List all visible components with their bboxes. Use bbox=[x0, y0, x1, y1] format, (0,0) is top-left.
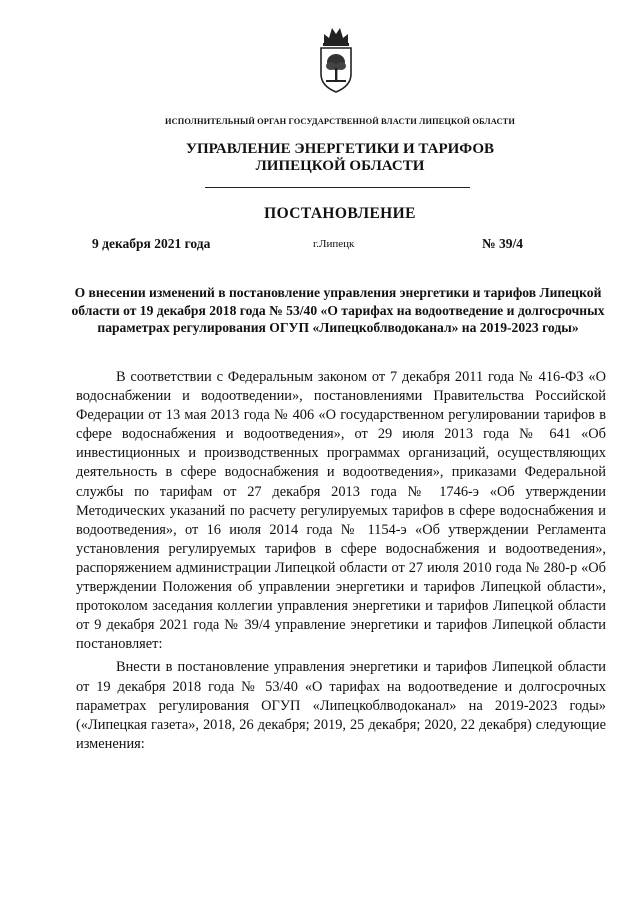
document-subject: О внесении изменений в постановление управления энергетики и тарифов Липецкой области от 19 декабря 2018 года № 53/40 «О тарифах на водоотведение и долгосрочных параметрах регулирования ОГУП «Липецкоблводоканал» на 2019-2023 годы» bbox=[71, 285, 605, 335]
department-name bbox=[60, 141, 620, 175]
lipetsk-coat-of-arms-icon bbox=[318, 24, 354, 94]
document-city: г.Липецк bbox=[313, 238, 355, 250]
department-name-line1: УПРАВЛЕНИЕ ЭНЕРГЕТИКИ И ТАРИФОВ bbox=[185, 141, 495, 157]
department-name-line2: ЛИПЕЦКОЙ ОБЛАСТИ bbox=[255, 158, 425, 174]
body-paragraph: В соответствии с Федеральным законом от 7 декабря 2011 года № 416-ФЗ «О водоснабжении и водоотведении», постановлениями Правительства Российской Федерации от 13 мая 2013 года № 406 «О государственном регулировании тарифов в сфере водоснабжения и водоотведения», от 29 июля 2013 года № 641 «Об инвестиционных и производственных программах организаций, осуществляющих деятельность в сфере водоснабжения и водоотведения», приказами Федеральной службы по тарифам от 27 декабря 2013 года № 1746-э «Об утверждении Методических указаний по расчету регулируемых тарифов в сфере водоснабжения и водоотведения», от 16 июля 2014 года № 1154-э «Об утверждении Регламента установления регулируемых тарифов в сфере водоснабжения и водоотведения», распоряжением администрации Липецкой области от 27 июля 2010 года № 280-р «Об утверждении Положения об управлении энергетики и тарифов Липецкой области», протоколом заседания коллегии управления энергетики и тарифов Липецкой области от 9 декабря 2021 года № 39/4 управление энергетики и тарифов Липецкой области постановляет: bbox=[76, 369, 606, 653]
header-divider bbox=[205, 187, 470, 188]
document-date: 9 декабря 2021 года bbox=[92, 236, 211, 251]
document-body bbox=[76, 368, 606, 758]
document-type: ПОСТАНОВЛЕНИЕ bbox=[264, 205, 416, 222]
body-paragraph: Внести в постановление управления энергетики и тарифов Липецкой области от 19 декабря 2018 года № 53/40 «О тарифах на водоотведение и долгосрочных параметрах регулирования ОГУП «Липецкоблводоканал» на 2019-2023 годы» («Липецкая газета», 2018, 26 декабря; 2019, 25 декабря; 2020, 22 декабря) следующие изменения: bbox=[76, 659, 606, 752]
document-number: № 39/4 bbox=[482, 236, 523, 251]
issuing-authority: ИСПОЛНИТЕЛЬНЫЙ ОРГАН ГОСУДАРСТВЕННОЙ ВЛАСТИ ЛИПЕЦКОЙ ОБЛАСТИ bbox=[165, 117, 515, 126]
